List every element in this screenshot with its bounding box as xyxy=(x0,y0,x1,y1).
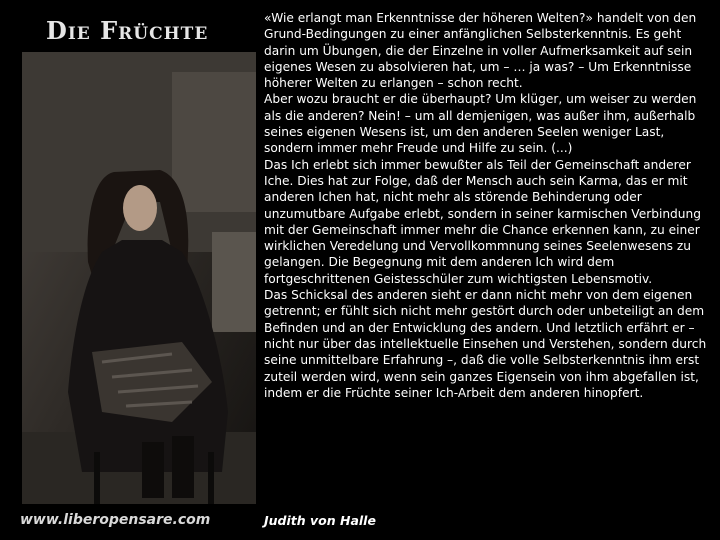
portrait-photo xyxy=(22,52,256,504)
quote-text xyxy=(264,10,710,401)
quote-paragraph: Das Ich erlebt sich immer bewußter als Teil der Gemeinschaft anderer Iche. Dies hat zur Folge, daß der Mensch auch sein Karma, das er mit anderen Ichen hat, nicht mehr als störende Behinderung oder unzumutbare Aufgabe erlebt, sondern in seiner karmischen Verbindung mit der Gemeinschaft immer mehr die Chance erkennen kann, zu einer wirklichen Veredelung und Vervollkommnung seines Seelenwesens zu gelangen. Die Begegnung mit dem anderen Ich wird dem fortgeschrittenen Geistesschüler zum wichtigsten Lebensmotiv. xyxy=(264,157,701,286)
quote-paragraph: Aber wozu braucht er die überhaupt? Um klüger, um weiser zu werden als die anderen? Nein! – um all demjenigen, was außer ihm, außerhalb seines eigenen Wesens ist, um den anderen Seelen weniger Last, sondern immer mehr Freude und Hilfe zu sein. (...) xyxy=(264,92,697,156)
quote-paragraph: Das Schicksal des anderen sieht er dann nicht mehr von dem eigenen getrennt; er fühlt sich nicht mehr gestört durch oder unbeteiligt an dem Befinden und an der Entwicklung des andern. Und letztlich erfährt er – nicht nur über das intellektuelle Einsehen und Verstehen, sondern durch seine unmittelbare Erfahrung –, daß die volle Selbsterkenntnis ihm erst zuteil werden wird, wenn sein ganzes Eigensein von ihm abgefallen ist, indem er die Früchte seiner Ich-Arbeit dem anderen hinopfert. xyxy=(264,288,707,400)
author-name: Judith von Halle xyxy=(264,513,376,528)
website-link[interactable]: www.liberopensare.com xyxy=(20,512,211,528)
quote-paragraph: «Wie erlangt man Erkenntnisse der höheren Welten?» handelt von den Grund-Bedingungen zu einer anfänglichen Selbsterkenntnis. Es geht darin um Übungen, die der Einzelne in voller Aufmerksamkeit auf sein eigenes Wesen zu absolvieren hat, um – … ja was? – Um Erkenntnisse höherer Welten zu erlangen – schon recht. xyxy=(264,11,697,91)
page-title: Die Früchte xyxy=(46,16,209,45)
